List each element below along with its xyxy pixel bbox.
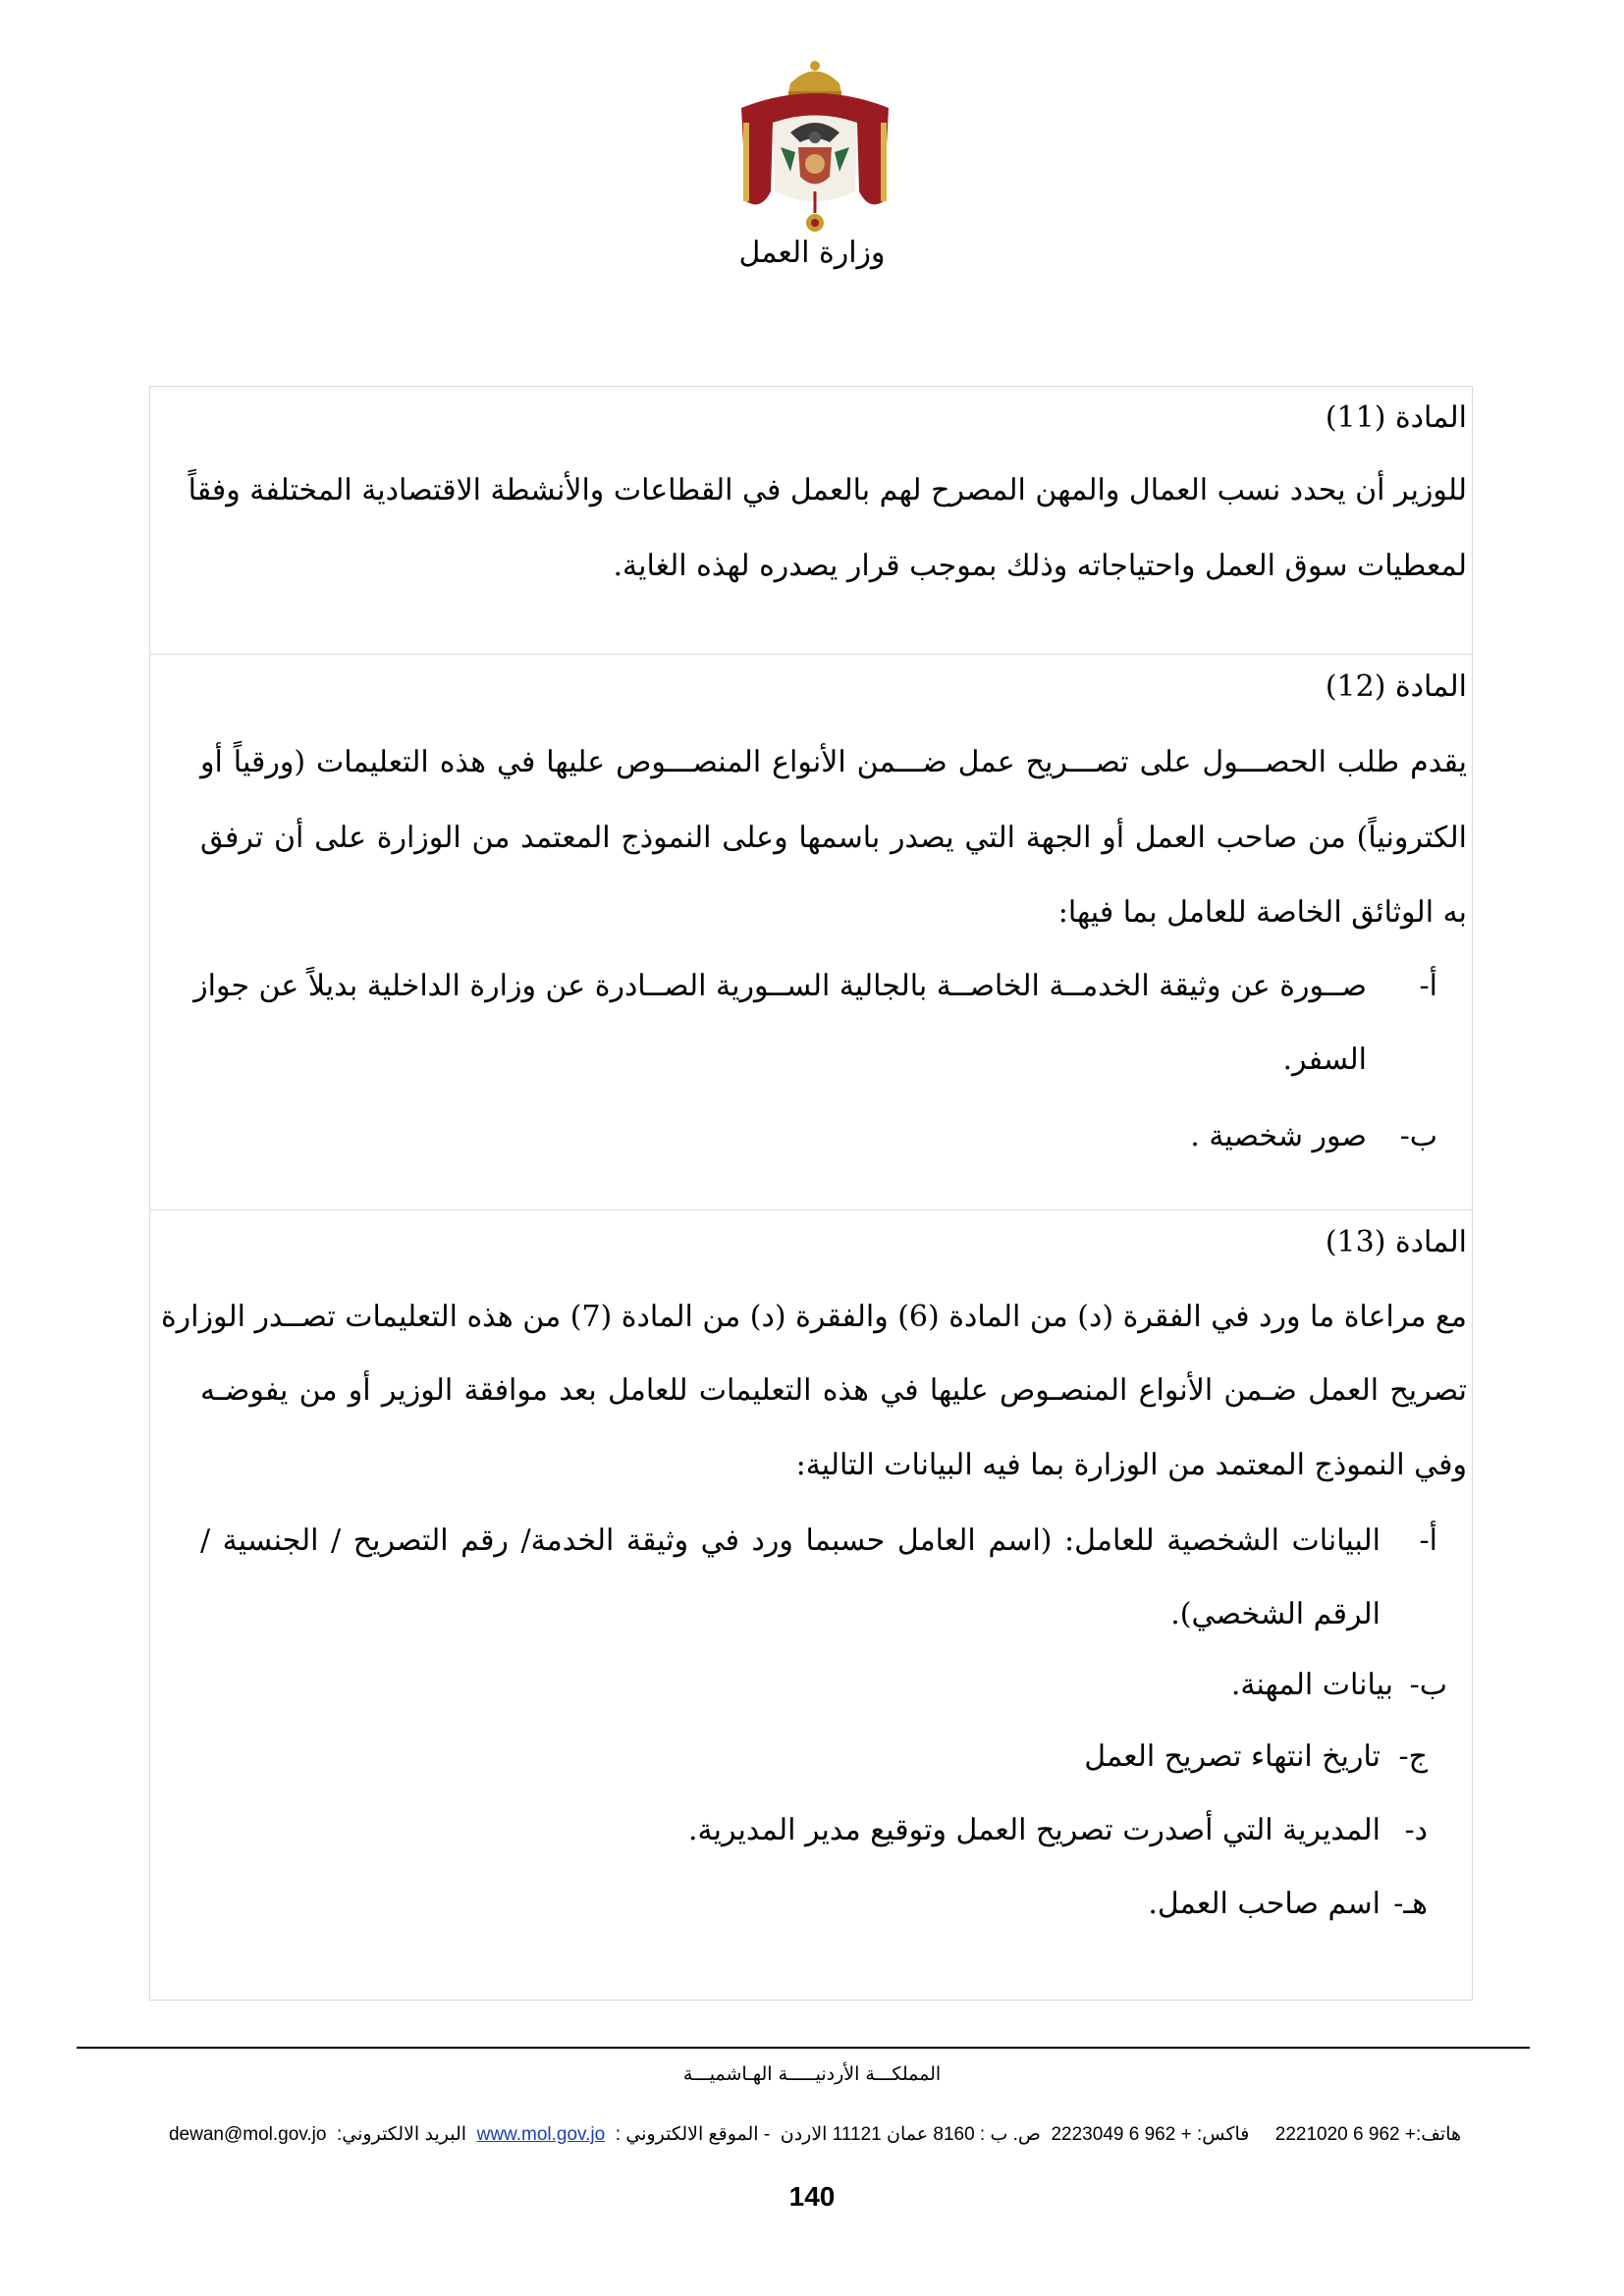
article-13-item-a-line-2: الرقم الشخصي). — [1170, 1597, 1380, 1631]
list-marker: أ- — [1419, 969, 1437, 1003]
article-13-line-2: تصريح العمل ضـمن الأنواع المنصـوص عليها في هذه التعليمات للعامل بعد موافقة الوزير أو من يفوضـه — [200, 1373, 1467, 1408]
article-12-line-2: الكترونياً) من صاحب العمل أو الجهة التي يصدر باسمها وعلى النموذج المعتمد من الوزارة على أن ترفق — [200, 821, 1467, 855]
article-11-line-2: لمعطيات سوق العمل واحتياجاته وذلك بموجب قرار يصدره لهذه الغاية. — [613, 549, 1467, 583]
ministry-name: وزارة العمل — [738, 236, 886, 270]
article-12-line-3: به الوثائق الخاصة للعامل بما فيها: — [1057, 895, 1467, 930]
list-marker: ب- — [1409, 1668, 1447, 1702]
list-marker: هـ- — [1393, 1887, 1428, 1921]
list-marker: أ- — [1419, 1523, 1437, 1558]
footer-divider — [77, 2047, 1530, 2049]
article-12-item-a-line-1: صــورة عن وثيقة الخدمــة الخاصــة بالجالية الســورية الصــادرة عن وزارة الداخلية بديلاً عن جواز — [193, 969, 1367, 1003]
footer-fax: فاكس: + 962 6 2223049 — [1051, 2124, 1250, 2145]
article-12-item-b-line-1: صور شخصية . — [1190, 1119, 1367, 1153]
article-13-item-b-line-1: بيانات المهنة. — [1230, 1668, 1393, 1702]
article-13-title: المادة (13) — [1325, 1225, 1467, 1259]
article-13-line-1: مع مراعاة ما ورد في الفقرة (د) من المادة (6) والفقرة (د) من المادة (7) من هذه التعليمات تصــدر الوزارة — [160, 1300, 1467, 1334]
article-separator — [149, 654, 1473, 655]
jordan-coat-of-arms-icon — [731, 54, 898, 240]
article-12-item-a-line-2: السفر. — [1282, 1042, 1367, 1077]
footer-kingdom: المملكـــة الأردنيـــــة الهـاشميـــة — [682, 2063, 942, 2085]
footer-website-link[interactable]: www.mol.gov.jo — [476, 2124, 606, 2145]
list-marker: د- — [1404, 1813, 1428, 1847]
article-12-title: المادة (12) — [1325, 669, 1467, 704]
footer-pobox: ص. ب : 8160 عمان 11121 الاردن — [780, 2124, 1041, 2145]
list-marker: ب- — [1399, 1119, 1437, 1153]
footer-contact — [98, 2123, 1532, 2146]
article-13-line-3: وفي النموذج المعتمد من الوزارة بما فيه البيانات التالية: — [795, 1448, 1467, 1482]
footer-email-label: البريد الالكتروني: — [337, 2124, 467, 2145]
article-13-item-d-line-1: المديرية التي أصدرت تصريح العمل وتوقيع مدير المديرية. — [688, 1813, 1380, 1847]
article-11-title: المادة (11) — [1325, 400, 1467, 435]
page-number: 140 — [788, 2181, 836, 2212]
footer-phone: هاتف:+ 962 6 2221020 — [1274, 2124, 1462, 2145]
footer-website-label: - الموقع الالكتروني : — [615, 2124, 771, 2145]
article-12-line-1: يقدم طلب الحصـــول على تصـــريح عمل ضـــمن الأنواع المنصـــوص عليها في هذه التعليمات (ورقياً أو — [200, 745, 1467, 779]
footer-email[interactable]: dewan@mol.gov.jo — [168, 2124, 327, 2145]
article-13-item-c-line-1: تاريخ انتهاء تصريح العمل — [1084, 1739, 1380, 1774]
article-13-item-e-line-1: اسم صاحب العمل. — [1148, 1887, 1380, 1921]
article-13-item-a-line-1: البيانات الشخصية للعامل: (اسم العامل حسبما ورد في وثيقة الخدمة/ رقم التصريح / الجنسية / — [200, 1523, 1380, 1558]
list-marker: ج- — [1398, 1739, 1428, 1774]
article-11-line-1: للوزير أن يحدد نسب العمال والمهن المصرح لهم بالعمل في القطاعات والأنشطة الاقتصادية المختلفة وفقاً — [188, 473, 1467, 507]
article-separator — [149, 1209, 1473, 1210]
